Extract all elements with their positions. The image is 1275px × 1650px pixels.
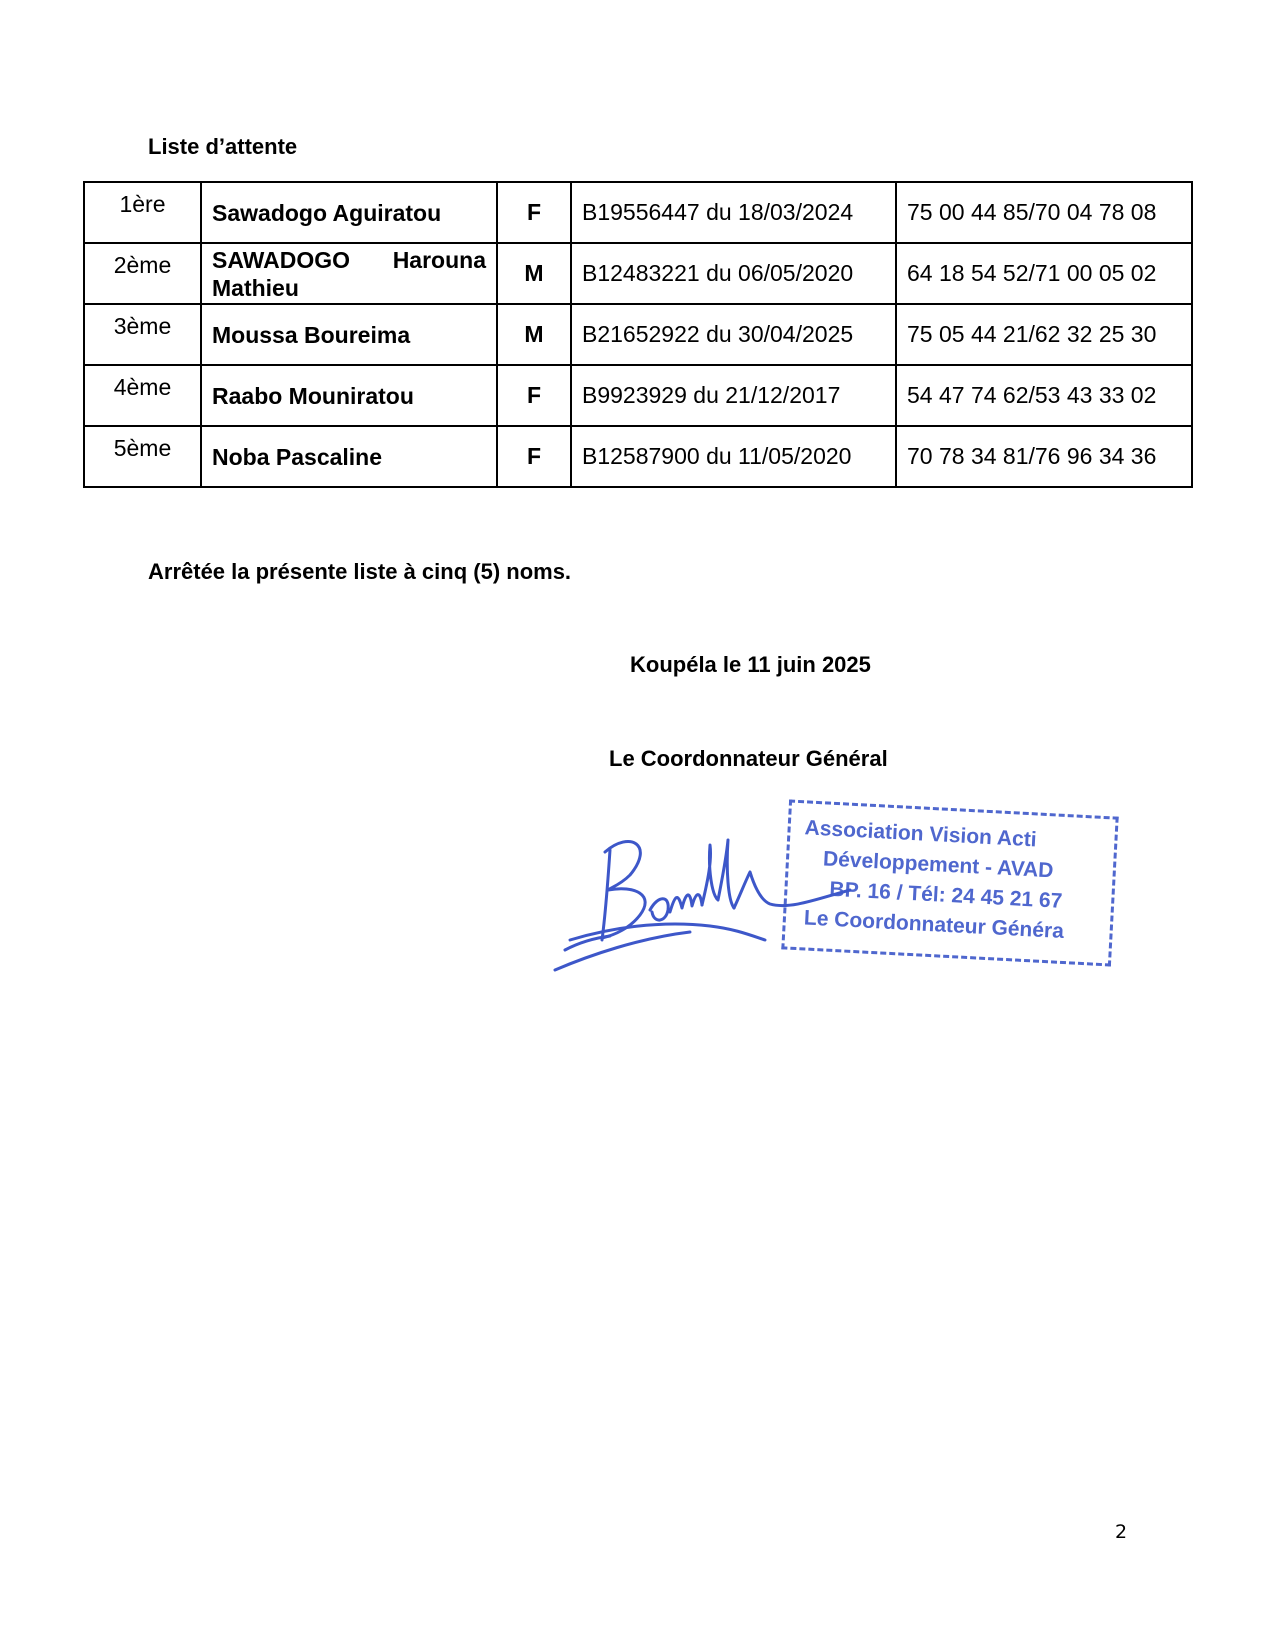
waiting-list-table [83, 181, 1193, 488]
rank-cell: 3ème [84, 304, 201, 365]
sex-cell: M [497, 243, 571, 304]
sex-cell: F [497, 426, 571, 487]
phone-cell: 75 00 44 85/70 04 78 08 [896, 182, 1192, 243]
sex-cell: F [497, 365, 571, 426]
stamp-line: Développement - AVAD [822, 847, 1055, 883]
name-cell: Raabo Mouniratou [201, 365, 497, 426]
stamp-line: Le Coordonnateur Généra [803, 906, 1065, 944]
reference-cell: B12587900 du 11/05/2020 [571, 426, 896, 487]
handwritten-signature [550, 800, 880, 990]
reference-cell: B12483221 du 06/05/2020 [571, 243, 896, 304]
name-cell: Moussa Boureima [201, 304, 497, 365]
name-cell: SAWADOGO Harouna Mathieu [201, 243, 497, 304]
rank-cell: 4ème [84, 365, 201, 426]
table-row [84, 426, 1192, 487]
phone-cell: 64 18 54 52/71 00 05 02 [896, 243, 1192, 304]
name-cell: Noba Pascaline [201, 426, 497, 487]
sex-cell: M [497, 304, 571, 365]
rank-cell: 1ère [84, 182, 201, 243]
sex-cell: F [497, 182, 571, 243]
signatory-title: Le Coordonnateur Général [609, 746, 888, 771]
closing-statement: Arrêtée la présente liste à cinq (5) noms. [148, 559, 572, 584]
phone-cell: 54 47 74 62/53 43 33 02 [896, 365, 1192, 426]
place-date: Koupéla le 11 juin 2025 [630, 652, 871, 677]
reference-cell: B9923929 du 21/12/2017 [571, 365, 896, 426]
table-row [84, 365, 1192, 426]
page-title: Liste d’attente [148, 134, 298, 159]
rank-cell: 5ème [84, 426, 201, 487]
table-row [84, 304, 1192, 365]
name-cell: Sawadogo Aguiratou [201, 182, 497, 243]
reference-cell: B19556447 du 18/03/2024 [571, 182, 896, 243]
stamp-line: BP. 16 / Tél: 24 45 21 67 [828, 877, 1063, 913]
table-row [84, 243, 1192, 304]
phone-cell: 70 78 34 81/76 96 34 36 [896, 426, 1192, 487]
page-number: 2 [1115, 1521, 1128, 1543]
stamp-line: Association Vision Acti [804, 816, 1038, 852]
rank-cell: 2ème [84, 243, 201, 304]
signature-block [550, 800, 1130, 990]
phone-cell: 75 05 44 21/62 32 25 30 [896, 304, 1192, 365]
reference-cell: B21652922 du 30/04/2025 [571, 304, 896, 365]
table-row [84, 182, 1192, 243]
